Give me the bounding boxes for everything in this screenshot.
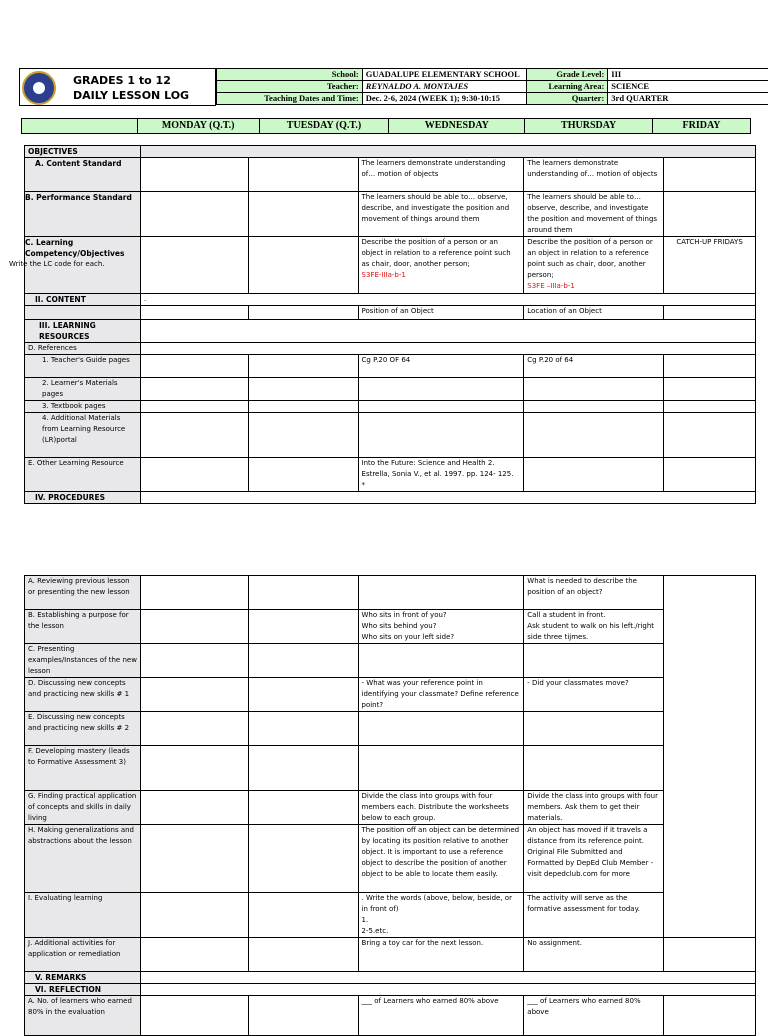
area-label: Learning Area: bbox=[527, 81, 608, 93]
cs-thu: The learners demonstrate understanding of… motion of objects bbox=[524, 158, 664, 192]
reflection-bar bbox=[140, 984, 755, 996]
quarter-label: Quarter: bbox=[527, 93, 608, 105]
b-wed-line3: Who sits on your left side? bbox=[361, 633, 455, 641]
lm-label-text: 2. Learner's Materials pages bbox=[42, 379, 118, 398]
proc-i-label: I. Evaluating learning bbox=[25, 893, 141, 938]
lm-tue bbox=[248, 378, 358, 401]
objectives-bar bbox=[140, 146, 755, 158]
ra-thu: ___ of Learners who earned 80% above bbox=[524, 996, 664, 1036]
am-fri bbox=[664, 413, 756, 458]
catchup-fridays: CATCH-UP FRIDAYS bbox=[664, 237, 756, 294]
grade-value: III bbox=[608, 69, 768, 81]
ps-fri bbox=[664, 192, 756, 237]
content-standard-label: A. Content Standard bbox=[25, 158, 141, 192]
teacher-value: REYNALDO A. MONTAJES bbox=[362, 81, 527, 93]
friday-procedures bbox=[664, 576, 756, 938]
day-header-row bbox=[21, 118, 751, 134]
b-wed-line2: Who sits behind you? bbox=[361, 622, 437, 630]
c-tue bbox=[248, 644, 358, 678]
e-wed bbox=[358, 712, 524, 746]
a-thu: What is needed to describe the position of an object? bbox=[524, 576, 664, 610]
content-tue bbox=[248, 306, 358, 320]
objectives-heading: OBJECTIVES bbox=[25, 146, 141, 158]
tb-label bbox=[25, 401, 141, 413]
lm-wed bbox=[358, 378, 524, 401]
ps-thu: The learners should be able to… observe, describe, and investigate the position and movement of things around them bbox=[524, 192, 664, 237]
proc-h-label: H. Making generalizations and abstractions about the lesson bbox=[25, 825, 141, 893]
e-tue bbox=[248, 712, 358, 746]
i-thu: The activity will serve as the formative assessment for today. bbox=[524, 893, 664, 938]
lm-thu bbox=[524, 378, 664, 401]
i-mon bbox=[140, 893, 248, 938]
h-thu-credit: Original File Submitted and Formatted by DepEd Club Member - visit depedclub.com for more bbox=[527, 848, 654, 878]
h-tue bbox=[248, 825, 358, 893]
proc-b-label: B. Establishing a purpose for the lesson bbox=[25, 610, 141, 644]
references-label: D. References bbox=[25, 343, 141, 355]
cs-fri bbox=[664, 158, 756, 192]
competency-label bbox=[9, 237, 141, 294]
content-thu: Location of an Object bbox=[524, 306, 664, 320]
g-tue bbox=[248, 791, 358, 825]
competency-title: C. Learning Competency/Objectives bbox=[25, 238, 125, 258]
h-thu bbox=[524, 825, 664, 893]
c-thu bbox=[524, 644, 664, 678]
ra-fri bbox=[664, 996, 756, 1036]
lc-thu-text: Describe the position of a person or an object in relation to a reference point such as chair, door, another person; bbox=[527, 238, 653, 279]
i-wed bbox=[358, 893, 524, 938]
proc-e-label: E. Discussing new concepts and practicing new skills # 2 bbox=[25, 712, 141, 746]
remarks-label: V. REMARKS bbox=[25, 972, 141, 984]
j-fri bbox=[664, 938, 756, 972]
competency-note: Write the LC code for each. bbox=[9, 260, 105, 268]
tg-wed: Cg P.20 OF 64 bbox=[358, 355, 524, 378]
reflection-a-label: A. No. of learners who earned 80% in the evaluation bbox=[25, 996, 141, 1036]
g-mon bbox=[140, 791, 248, 825]
day-wednesday: WEDNESDAY bbox=[389, 119, 525, 134]
am-wed bbox=[358, 413, 524, 458]
am-label bbox=[25, 413, 141, 458]
school-value: GUADALUPE ELEMENTARY SCHOOL bbox=[362, 69, 527, 81]
references-bar bbox=[140, 343, 755, 355]
a-wed bbox=[358, 576, 524, 610]
b-thu bbox=[524, 610, 664, 644]
remarks-bar bbox=[140, 972, 755, 984]
title-line1: GRADES 1 to 12 bbox=[73, 74, 171, 87]
f-mon bbox=[140, 746, 248, 791]
olr-wed-text: Into the Future: Science and Health 2. Estrella, Sonia V., et al. 1997. pp. 124- 125. bbox=[361, 459, 514, 478]
dates-label: Teaching Dates and Time: bbox=[217, 93, 363, 105]
e-mon bbox=[140, 712, 248, 746]
tg-label-text: 1. Teacher's Guide pages bbox=[42, 356, 130, 364]
g-thu: Divide the class into groups with four members. Ask them to get their materials. bbox=[524, 791, 664, 825]
tg-mon bbox=[140, 355, 248, 378]
ps-tue bbox=[248, 192, 358, 237]
j-tue bbox=[248, 938, 358, 972]
d-thu: - Did your classmates move? bbox=[524, 678, 664, 712]
b-tue bbox=[248, 610, 358, 644]
lc-wed-text: Describe the position of a person or an object in relation to a reference point such as chair, door, another person; bbox=[361, 238, 511, 268]
c-wed bbox=[358, 644, 524, 678]
tg-tue bbox=[248, 355, 358, 378]
ps-wed: The learners should be able to… observe, describe, and investigate the position and movement of things around them bbox=[358, 192, 524, 237]
j-thu: No assignment. bbox=[524, 938, 664, 972]
tg-label bbox=[25, 355, 141, 378]
j-mon bbox=[140, 938, 248, 972]
procedures-label: IV. PROCEDURES bbox=[25, 492, 141, 504]
cs-mon bbox=[140, 158, 248, 192]
day-thursday: THURSDAY bbox=[525, 119, 653, 134]
proc-a-label: A. Reviewing previous lesson or presenting the new lesson bbox=[25, 576, 141, 610]
learning-resources-bar bbox=[140, 320, 755, 343]
am-tue bbox=[248, 413, 358, 458]
tb-label-text: 3. Textbook pages bbox=[42, 402, 106, 410]
olr-tue bbox=[248, 458, 358, 492]
school-label: School: bbox=[217, 69, 363, 81]
content-label: II. CONTENT bbox=[25, 294, 141, 306]
ps-mon bbox=[140, 192, 248, 237]
procedures-table bbox=[24, 575, 756, 1036]
tb-mon bbox=[140, 401, 248, 413]
lc-thu bbox=[524, 237, 664, 294]
procedures-bar bbox=[140, 492, 755, 504]
am-mon bbox=[140, 413, 248, 458]
b-mon bbox=[140, 610, 248, 644]
content-dot: . bbox=[140, 294, 755, 306]
i-wed-line1: . Write the words (above, below, beside, or in front of) bbox=[361, 894, 512, 913]
i-wed-line2: 1. bbox=[361, 916, 369, 924]
b-thu-line2: Ask student to walk on his left./right side three tijmes. bbox=[527, 622, 655, 641]
c-mon bbox=[140, 644, 248, 678]
a-mon bbox=[140, 576, 248, 610]
f-thu bbox=[524, 746, 664, 791]
tb-tue bbox=[248, 401, 358, 413]
olr-label: E. Other Learning Resource bbox=[25, 458, 141, 492]
a-tue bbox=[248, 576, 358, 610]
h-wed: The position off an object can be determined by locating its position relative to another object. It is important to use a reference object to describe the position of another object to be able to locate them easily. bbox=[358, 825, 524, 893]
olr-wed-mark: * bbox=[361, 481, 366, 489]
ra-mon bbox=[140, 996, 248, 1036]
cs-wed: The learners demonstrate understanding of… motion of objects bbox=[358, 158, 524, 192]
f-tue bbox=[248, 746, 358, 791]
j-wed: Bring a toy car for the next lesson. bbox=[358, 938, 524, 972]
am-thu bbox=[524, 413, 664, 458]
day-monday: MONDAY (Q.T.) bbox=[137, 119, 259, 134]
teacher-label: Teacher: bbox=[217, 81, 363, 93]
lm-label bbox=[25, 378, 141, 401]
h-mon bbox=[140, 825, 248, 893]
d-mon bbox=[140, 678, 248, 712]
i-tue bbox=[248, 893, 358, 938]
objectives-table bbox=[9, 145, 756, 504]
header-info-table bbox=[216, 68, 768, 105]
olr-thu bbox=[524, 458, 664, 492]
olr-fri bbox=[664, 458, 756, 492]
e-thu bbox=[524, 712, 664, 746]
olr-wed bbox=[358, 458, 524, 492]
lc-wed-code: S3FE-IIIa-b-1 bbox=[361, 271, 406, 279]
day-header-blank bbox=[22, 119, 138, 134]
tb-wed bbox=[358, 401, 524, 413]
quarter-value: 3rd QUARTER bbox=[608, 93, 768, 105]
h-thu-text: An object has moved if it travels a distance from its reference point. bbox=[527, 826, 648, 845]
d-tue bbox=[248, 678, 358, 712]
ra-tue bbox=[248, 996, 358, 1036]
tg-fri bbox=[664, 355, 756, 378]
tb-fri bbox=[664, 401, 756, 413]
proc-j-label: J. Additional activities for application or remediation bbox=[25, 938, 141, 972]
learning-resources-label: III. LEARNING RESOURCES bbox=[25, 320, 141, 343]
tb-thu bbox=[524, 401, 664, 413]
title-line2: DAILY LESSON LOG bbox=[73, 89, 190, 102]
content-wed: Position of an Object bbox=[358, 306, 524, 320]
b-wed-line1: Who sits in front of you? bbox=[361, 611, 447, 619]
content-fri bbox=[664, 306, 756, 320]
grade-label: Grade Level: bbox=[527, 69, 608, 81]
dates-value: Dec. 2-6, 2024 (WEEK 1); 9:30-10:15 bbox=[362, 93, 527, 105]
olr-mon bbox=[140, 458, 248, 492]
proc-c-label: C. Presenting examples/Instances of the new lesson bbox=[25, 644, 141, 678]
b-thu-line1: Call a student in front. bbox=[527, 611, 606, 619]
lm-fri bbox=[664, 378, 756, 401]
d-wed: - What was your reference point in identifying your classmate? Define reference point? bbox=[358, 678, 524, 712]
area-value: SCIENCE bbox=[608, 81, 768, 93]
cs-tue bbox=[248, 158, 358, 192]
proc-f-label: F. Developing mastery (leads to Formative Assessment 3) bbox=[25, 746, 141, 791]
lc-thu-code: S3FE –IIIa-b-1 bbox=[527, 282, 575, 290]
f-wed bbox=[358, 746, 524, 791]
am-label-text: 4. Additional Materials from Learning Resource (LR)portal bbox=[42, 414, 126, 444]
proc-g-label: G. Finding practical application of concepts and skills in daily living bbox=[25, 791, 141, 825]
day-tuesday: TUESDAY (Q.T.) bbox=[259, 119, 389, 134]
content-mon bbox=[140, 306, 248, 320]
tg-thu: Cg P.20 of 64 bbox=[524, 355, 664, 378]
ra-wed: ___ of Learners who earned 80% above bbox=[358, 996, 524, 1036]
lc-wed bbox=[358, 237, 524, 294]
g-wed: Divide the class into groups with four members each. Distribute the worksheets below to each group. bbox=[358, 791, 524, 825]
performance-standard-label: B. Performance Standard bbox=[25, 192, 141, 237]
lc-tue bbox=[248, 237, 358, 294]
proc-d-label: D. Discussing new concepts and practicing new skills # 1 bbox=[25, 678, 141, 712]
lc-mon bbox=[140, 237, 248, 294]
b-wed bbox=[358, 610, 524, 644]
lm-mon bbox=[140, 378, 248, 401]
i-wed-line3: 2-5.etc. bbox=[361, 927, 389, 935]
day-friday: FRIDAY bbox=[653, 119, 751, 134]
content-sub-label bbox=[25, 306, 141, 320]
reflection-label: VI. REFLECTION bbox=[25, 984, 141, 996]
